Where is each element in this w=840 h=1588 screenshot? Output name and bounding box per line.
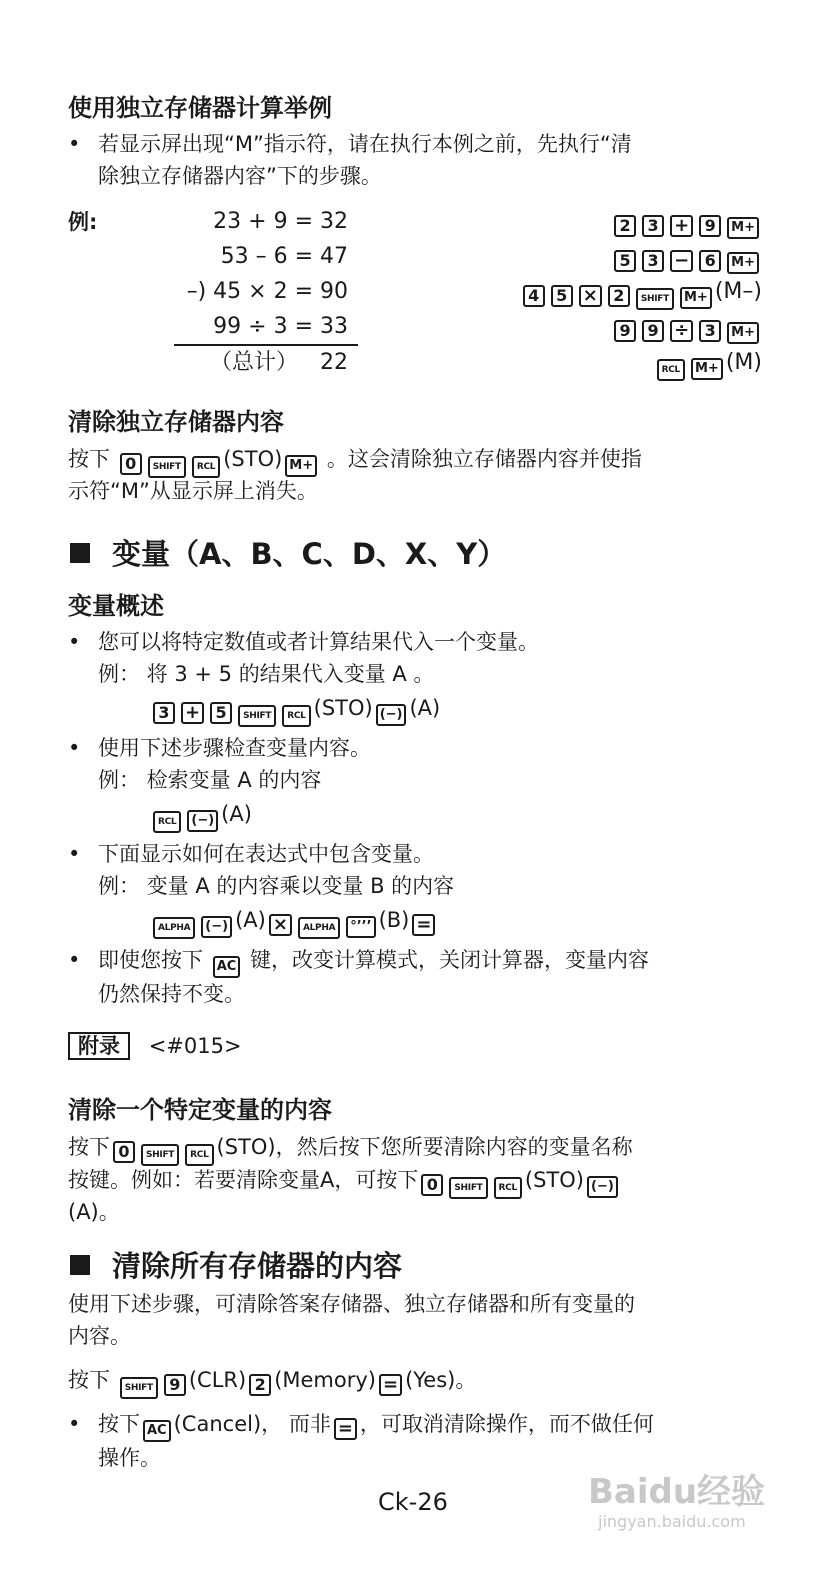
bullet-text: 下面显示如何在表达式中包含变量。 bbox=[98, 842, 434, 866]
cancel-text-post: ，可取消清除操作，而不做任何 bbox=[359, 1412, 654, 1436]
bullet-dot-icon: • bbox=[68, 842, 81, 866]
example-total-label: （总计） bbox=[210, 350, 299, 375]
key-shift[interactable]: SHIFT bbox=[449, 1177, 487, 1199]
clear-memory-line2: 示符“M”从显示屏上消失。 bbox=[68, 479, 318, 503]
key-3[interactable]: 3 bbox=[642, 215, 664, 237]
key-rcl[interactable]: RCL bbox=[657, 359, 685, 381]
bullet-assign-variable bbox=[68, 626, 539, 727]
sto-label: (STO) bbox=[313, 696, 373, 720]
bullet-text-line2: 仍然保持不变。 bbox=[98, 982, 245, 1006]
key-m-plus[interactable]: M+ bbox=[727, 252, 759, 274]
clear-variable-line2 bbox=[68, 1164, 621, 1199]
key-0[interactable]: 0 bbox=[113, 1141, 135, 1163]
bullet-example: 例： 变量 A 的内容乘以变量 B 的内容 bbox=[98, 874, 455, 898]
section-square-icon bbox=[70, 1255, 90, 1275]
a-label: (A) bbox=[409, 696, 441, 720]
key-0[interactable]: 0 bbox=[120, 453, 142, 475]
key-9[interactable]: 9 bbox=[164, 1374, 186, 1396]
key-alpha[interactable]: ALPHA bbox=[298, 917, 340, 939]
key-sequence-3 bbox=[520, 274, 762, 310]
key-ac[interactable]: AC bbox=[213, 956, 241, 978]
key-times[interactable]: × bbox=[579, 285, 602, 307]
bullet-variable-persist bbox=[68, 944, 649, 1010]
appendix-ref bbox=[68, 1032, 242, 1060]
bullet-dot-icon: • bbox=[68, 736, 81, 760]
key-m-plus[interactable]: M+ bbox=[691, 358, 723, 380]
bullet-text-line1 bbox=[98, 1408, 654, 1442]
a-label: (A) bbox=[235, 908, 266, 932]
key-rcl[interactable]: RCL bbox=[153, 811, 181, 833]
page-number: Ck-26 bbox=[378, 1488, 448, 1516]
example-total-value: 22 bbox=[320, 350, 348, 375]
key-plus[interactable]: + bbox=[670, 215, 693, 237]
example-expression-3: –) 45 × 2 = 90 bbox=[186, 279, 348, 304]
bullet-text-line2: 操作。 bbox=[98, 1446, 161, 1470]
baidu-watermark-url: jingyan.baidu.com bbox=[598, 1512, 746, 1531]
key-m-plus[interactable]: M+ bbox=[727, 322, 759, 344]
example-expression-2: 53 – 6 = 47 bbox=[220, 244, 348, 269]
press-label: 按下 bbox=[68, 1368, 110, 1392]
bullet-memory-indicator bbox=[68, 128, 632, 192]
key-2[interactable]: 2 bbox=[249, 1374, 271, 1396]
key-rcl[interactable]: RCL bbox=[494, 1177, 522, 1199]
key-5[interactable]: 5 bbox=[210, 702, 232, 724]
a-label: (A) bbox=[221, 802, 252, 826]
key-times[interactable]: × bbox=[269, 914, 292, 936]
persist-text-pre: 即使您按下 bbox=[98, 948, 203, 972]
key-9[interactable]: 9 bbox=[642, 320, 664, 342]
bullet-dot-icon: • bbox=[68, 948, 81, 972]
bullet-dot-icon: • bbox=[68, 132, 81, 156]
m-label: (M) bbox=[725, 350, 762, 375]
subtitle-variables-overview: 变量概述 bbox=[68, 592, 164, 620]
key-shift[interactable]: SHIFT bbox=[120, 1377, 158, 1399]
key-sequence-2 bbox=[611, 239, 762, 274]
bullet-check-variable bbox=[68, 732, 371, 833]
key-9[interactable]: 9 bbox=[614, 320, 636, 342]
clear-memory-line1 bbox=[68, 443, 642, 478]
key-equals[interactable]: = bbox=[379, 1374, 402, 1396]
clear-all-para-line1: 使用下述步骤，可清除答案存储器、独立存储器和所有变量的 bbox=[68, 1292, 635, 1316]
key-shift[interactable]: SHIFT bbox=[148, 456, 186, 478]
clear-variable-example: 按键。例如：若要清除变量A，可按下 bbox=[68, 1168, 419, 1192]
key-negative[interactable]: (−) bbox=[587, 1176, 618, 1198]
bullet-example: 例： 将 3 + 5 的结果代入变量 A 。 bbox=[98, 662, 435, 686]
key-shift[interactable]: SHIFT bbox=[141, 1144, 179, 1166]
bullet-variable-expression bbox=[68, 838, 455, 939]
persist-text-post: 键，改变计算模式，关闭计算器，变量内容 bbox=[249, 948, 649, 972]
b-label: (B) bbox=[378, 908, 410, 932]
key-plus[interactable]: + bbox=[181, 702, 204, 724]
section-title-memory-example: 使用独立存储器计算举例 bbox=[68, 94, 332, 122]
yes-label: (Yes)。 bbox=[405, 1368, 477, 1392]
cancel-text-pre: 按下 bbox=[98, 1412, 140, 1436]
cancel-label: (Cancel)， bbox=[173, 1412, 283, 1436]
example-expression-1: 23 + 9 = 32 bbox=[213, 209, 348, 234]
m-minus-label: (M–) bbox=[714, 279, 762, 304]
key-minus[interactable]: − bbox=[670, 250, 693, 272]
key-3[interactable]: 3 bbox=[699, 320, 721, 342]
bullet-dot-icon: • bbox=[68, 1412, 81, 1436]
clear-all-para-line2: 内容。 bbox=[68, 1324, 131, 1348]
key-rcl[interactable]: RCL bbox=[192, 456, 220, 478]
variables-title-text: 变量（A、B、C、D、X、Y） bbox=[112, 537, 507, 571]
clear-all-key-sequence bbox=[68, 1364, 476, 1399]
section-square-icon bbox=[70, 543, 90, 563]
key-equals[interactable]: = bbox=[334, 1418, 357, 1440]
key-3[interactable]: 3 bbox=[153, 702, 175, 724]
key-sequence-4 bbox=[611, 309, 762, 344]
key-6[interactable]: 6 bbox=[699, 250, 721, 272]
clr-label: (CLR) bbox=[188, 1368, 247, 1392]
key-4[interactable]: 4 bbox=[523, 285, 545, 307]
bullet-example: 例： 检索变量 A 的内容 bbox=[98, 768, 322, 792]
clear-memory-text: 。这会清除独立存储器内容并使指 bbox=[326, 447, 642, 471]
bullet-text: 使用下述步骤检查变量内容。 bbox=[98, 736, 371, 760]
section-title-variables bbox=[70, 532, 506, 573]
appendix-number: <#015> bbox=[148, 1034, 242, 1058]
key-m-plus[interactable]: M+ bbox=[680, 287, 712, 309]
section-title-clear-memory: 清除独立存储器内容 bbox=[68, 408, 284, 436]
key-5[interactable]: 5 bbox=[551, 285, 573, 307]
key-2[interactable]: 2 bbox=[608, 285, 630, 307]
example-label: 例: bbox=[68, 210, 98, 234]
key-equals[interactable]: = bbox=[412, 914, 435, 936]
key-alpha[interactable]: ALPHA bbox=[153, 917, 195, 939]
clear-variable-text: 然后按下您所要清除内容的变量名称 bbox=[296, 1135, 633, 1159]
cancel-text-mid: 而非 bbox=[288, 1412, 331, 1436]
bullet-dot-icon: • bbox=[68, 630, 81, 654]
clear-all-title-text: 清除所有存储器的内容 bbox=[112, 1249, 403, 1283]
key-ac[interactable]: AC bbox=[143, 1420, 171, 1442]
clear-variable-line1 bbox=[68, 1131, 633, 1166]
key-sequence-5 bbox=[654, 345, 762, 381]
clear-variable-line3: (A)。 bbox=[68, 1200, 120, 1224]
key-rcl[interactable]: RCL bbox=[185, 1144, 213, 1166]
appendix-label: 附录 bbox=[68, 1032, 130, 1060]
key-m-plus[interactable]: M+ bbox=[727, 217, 759, 239]
bullet-text-line1 bbox=[98, 944, 649, 978]
key-negative[interactable]: (−) bbox=[187, 810, 218, 832]
sto-label: (STO)， bbox=[216, 1135, 297, 1159]
key-5[interactable]: 5 bbox=[614, 250, 636, 272]
key-degree[interactable]: °’’’ bbox=[346, 916, 375, 938]
section-title-clear-all bbox=[70, 1244, 402, 1285]
bullet-text: 您可以将特定数值或者计算结果代入一个变量。 bbox=[98, 630, 539, 654]
bullet-cancel-clear bbox=[68, 1408, 654, 1474]
key-negative[interactable]: (−) bbox=[201, 916, 232, 938]
key-shift[interactable]: SHIFT bbox=[238, 705, 276, 727]
key-9[interactable]: 9 bbox=[699, 215, 721, 237]
press-label: 按下 bbox=[68, 1135, 110, 1159]
key-2[interactable]: 2 bbox=[614, 215, 636, 237]
key-negative[interactable]: (−) bbox=[376, 704, 407, 726]
key-0[interactable]: 0 bbox=[421, 1174, 443, 1196]
key-sequence-1 bbox=[611, 204, 762, 239]
bullet-text-line2: 除独立存储器内容”下的步骤。 bbox=[98, 164, 382, 188]
press-label: 按下 bbox=[68, 447, 110, 471]
memory-label: (Memory) bbox=[274, 1368, 376, 1392]
assign-key-sequence bbox=[98, 692, 539, 727]
key-m-plus[interactable]: M+ bbox=[285, 455, 317, 477]
expression-key-sequence bbox=[98, 904, 454, 939]
sto-label: (STO) bbox=[524, 1168, 584, 1192]
key-3[interactable]: 3 bbox=[642, 250, 664, 272]
sto-label: (STO) bbox=[223, 447, 283, 471]
baidu-watermark-logo: Baidu经验 bbox=[588, 1472, 766, 1512]
key-divide[interactable]: ÷ bbox=[670, 320, 693, 342]
check-key-sequence bbox=[98, 798, 371, 833]
bullet-text-line1: 若显示屏出现“M”指示符，请在执行本例之前，先执行“清 bbox=[98, 132, 632, 156]
key-rcl[interactable]: RCL bbox=[282, 705, 310, 727]
key-shift[interactable]: SHIFT bbox=[636, 288, 674, 310]
section-title-clear-variable: 清除一个特定变量的内容 bbox=[68, 1096, 332, 1124]
example-expression-4: 99 ÷ 3 = 33 bbox=[213, 314, 348, 339]
